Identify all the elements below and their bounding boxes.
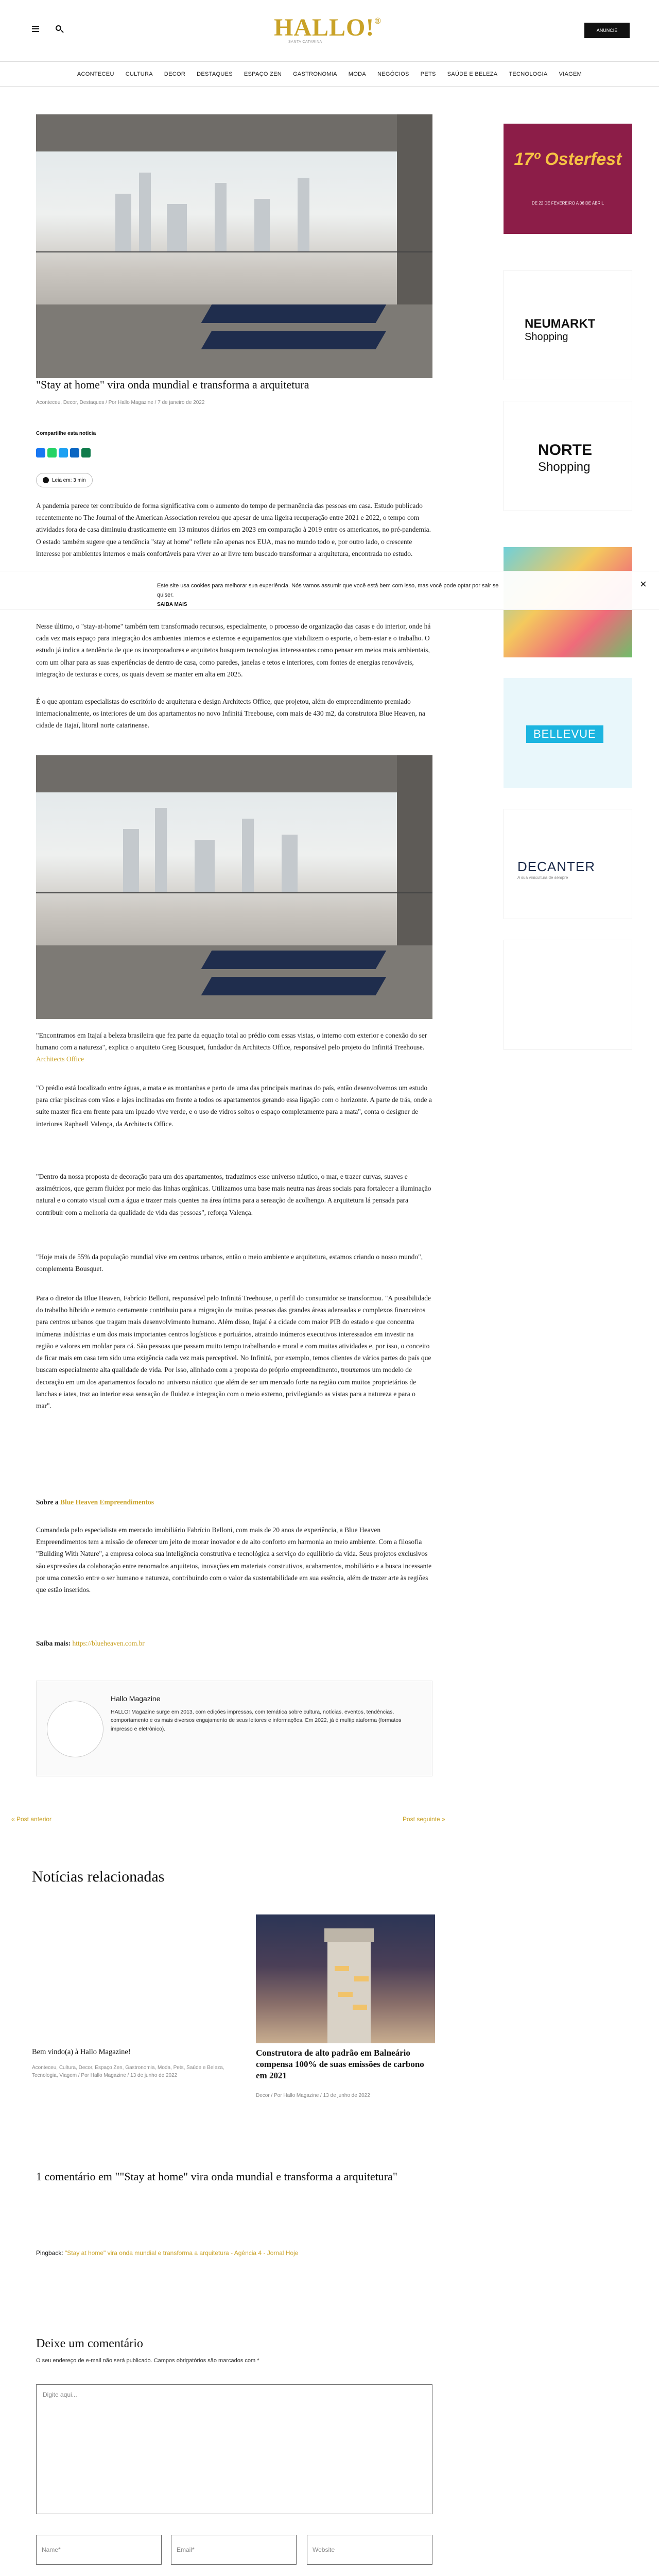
- article-image-2: [36, 755, 432, 1019]
- email-field[interactable]: Email*: [171, 2535, 297, 2565]
- nav-item[interactable]: DECOR: [164, 71, 186, 77]
- nav-item[interactable]: PETS: [420, 71, 436, 77]
- related-thumbnail[interactable]: [256, 1914, 435, 2043]
- facebook-icon[interactable]: [36, 448, 45, 457]
- article-meta: Aconteceu, Decor, Destaques / Por Hallo Magazine / 7 de janeiro de 2022: [36, 400, 205, 405]
- article-paragraph: Nesse último, o "stay-at-home" também tem transformado recursos, especialmente, o processo de organização das casas e do interior, onde há cada vez mais espaço para integração dos ambientes internos e externos e equipamentos que viabilizem o esporte, o bem-estar e o trabalho. O estudo já indica a tendência de que os incorporadores e arquitetos busquem tecnologias interessantes como pensar em meios mais ambientais, com um olhar para as suas experiências de dentro de casa, como paredes, janelas e tetos e interiores, com fontes de energias renováveis, integração de texturas e cores, os quais devem se manter em alta em 2025.: [36, 622, 431, 678]
- cookie-more-link[interactable]: SAIBA MAIS: [157, 602, 187, 608]
- pingback: Pingback: "Stay at home" vira onda mundial e transforma a arquitetura - Agência 4 - Jornal Hoje: [36, 2249, 299, 2257]
- search-icon[interactable]: [56, 25, 61, 31]
- menu-icon[interactable]: [32, 26, 39, 32]
- related-title[interactable]: Bem vindo(a) à Hallo Magazine!: [32, 2048, 131, 2056]
- article-subheading: Sobre a Blue Heaven Empreendimentos: [36, 1498, 154, 1506]
- nav-item[interactable]: ACONTECEU: [77, 71, 114, 77]
- share-buttons: [36, 448, 91, 457]
- sidebar-ad-bellevue[interactable]: BELLEVUE: [504, 678, 632, 788]
- twitter-icon[interactable]: [59, 448, 68, 457]
- sidebar-ad-decanter[interactable]: DECANTER A sua vinicultura de sempre: [504, 809, 632, 919]
- sidebar-ad-osterfest[interactable]: 17º Osterfest DE 22 DE FEVEREIRO A 06 DE ABRIL: [504, 124, 632, 234]
- website-field[interactable]: Website: [307, 2535, 432, 2565]
- architects-office-link[interactable]: Architects Office: [36, 1055, 84, 1063]
- nav-item[interactable]: DESTAQUES: [197, 71, 233, 77]
- article-paragraph: Para o diretor da Blue Heaven, Fabrício Belloni, responsável pelo Infinitá Treehouse, o perfil do consumidor se transformou. "A possibilidade do trabalho híbrido e remoto certamente contribuiu para a migração de muitas pessoas das grandes áreas adensadas e complexos financeiros para centros urbanos que tragam mais desenvolvimento humano. Além disso, Itajaí é a cidade com maior PIB do estado e que concentra inúmeras indústrias e um dos mais importantes centros logísticos e portuários, atraindo inúmeros executivos interessados em investir na região e valores em moldar para cá. São pessoas que passam muito tempo trabalhando e moral e com muitas atividades e, por isso, o conceito de ficar mais em casa tem sido uma exigência cada vez mais perceptível. No Infinitá, por exemplo, temos clientes de vários partes do país que buscam especialmente alta qualidade de vida. Por isso, alinhado com a proposta do próprio empreendimento, trouxemos um modelo de decoração em um dos apartamentos focado no universo náutico que além de ser um mercado forte na região com muitos proprietários de lanchas e iates, traz ao interior essa sensação de fluidez e integração com o meio externo, privilegiando as vistas para a natureza e para o mar".: [36, 1294, 431, 1410]
- prev-post-link[interactable]: « Post anterior: [11, 1816, 52, 1823]
- nav-item[interactable]: VIAGEM: [559, 71, 582, 77]
- blue-heaven-link[interactable]: Blue Heaven Empreendimentos: [60, 1498, 154, 1506]
- whatsapp-icon[interactable]: [47, 448, 57, 457]
- learn-more: Saiba mais: https://blueheaven.com.br: [36, 1639, 145, 1647]
- article-paragraph: "O prédio está localizado entre águas, a mata e as montanhas e perto de uma das principais marinas do país, então desenvolvemos um estudo para criar piscinas com vãos e lajes inclinadas em frente a todos os apartamentos gerando essa ligação com o horizonte. A parte de trás, onde a suíte master fica em frente para um ipuado vive verde, e o uso de vidros soltos o espaço completamente para a mata", conta o designer de interiores Raphaell Valença, da Architects Office.: [36, 1084, 432, 1128]
- nav-item[interactable]: GASTRONOMIA: [292, 71, 337, 77]
- logo-tagline: SANTA CATARINA: [288, 40, 322, 44]
- cookie-text: Este site usa cookies para melhorar sua experiência. Nós vamos assumir que você está bem com isso, mas você pode optar por sair se quiser.: [157, 583, 499, 598]
- author-avatar: [47, 1701, 103, 1757]
- clock-icon: [43, 477, 49, 483]
- comments-heading: 1 comentário em ""Stay at home" vira onda mundial e transforma a arquitetura": [36, 2170, 397, 2183]
- article-hero-image: [36, 114, 432, 378]
- sidebar-ad-neumarkt[interactable]: NEUMARKT Shopping: [504, 270, 632, 380]
- site-logo[interactable]: HALLO!®: [274, 14, 381, 41]
- nav-item[interactable]: NEGÓCIOS: [377, 71, 409, 77]
- author-name: Hallo Magazine: [111, 1694, 161, 1703]
- sidebar-ad-empty: [504, 940, 632, 1050]
- sidebar-ad-norte-shopping[interactable]: NORTE Shopping: [504, 401, 632, 511]
- close-icon[interactable]: ×: [640, 578, 647, 590]
- author-bio: HALLO! Magazine surge em 2013, com edições impressas, com temática sobre cultura, notícias, eventos, tendências, comportamento e os mais diversos engajamento de seus leitores e informações. Em 2022, já é multiplataforma (formatos impresso e eletrônico).: [111, 1709, 402, 1732]
- nav-item[interactable]: ESPAÇO ZEN: [244, 71, 282, 77]
- comment-textarea[interactable]: Digite aqui...: [36, 2384, 432, 2514]
- next-post-link[interactable]: Post seguinte »: [403, 1816, 445, 1823]
- read-time-badge: Leia em: 3 min: [36, 473, 93, 487]
- cookie-banner: [0, 571, 659, 610]
- related-heading: Notícias relacionadas: [32, 1868, 165, 1885]
- main-nav: [0, 62, 659, 87]
- article-paragraph: É o que apontam especialistas do escritório de arquitetura e design Architects Office, que projetou, além do empreendimento premiado internacionalmente, os interiores de um dos apartamentos no novo Infinitá Treebouse, com mais de 430 m2, da construtora Blue Heaven, na cidade de Itajaí, litoral norte catarinense.: [36, 698, 425, 730]
- comment-form-note: O seu endereço de e-mail não será publicado. Campos obrigatórios são marcados com *: [36, 2358, 259, 2364]
- article-paragraph: A pandemia parece ter contribuído de forma significativa com o aumento do tempo de permanência das pessoas em casa. Estudo publicado recentemente no The Journal of the American Association revelou que apesar de uma ligeira recuperação entre 2021 e 2022, o tempo com atividades fora de casa diminuiu drasticamente em 13 minutos diários em 2023 em comparação à 2019 entre os americanos, no pré-pandemia. O estado também sugere que a tendência "stay at home" reflete não apenas nos EUA, mas no mundo todo e, por outro lado, o crescente interesse por ambientes internos e mais confortáveis para viver ao ar livre tem buscado transformar a arquitetura, encontrada no estudo.: [36, 502, 431, 557]
- article-paragraph: "Dentro da nossa proposta de decoração para um dos apartamentos, traduzimos esse universo náutico, o mar, e trazer curvas, suaves e assimétricos, que geram fluidez por meio das linhas orgânicas. Utilizamos uma base mais neutra nas áreas sociais para fortalecer a iluminação natural e o contato visual com a água e trazer mais quentes na área íntima para a sensação de acolhengo. A arquitetura lá pensada para contribuir com a melhoria da qualidade de vida das pessoas", reforça Valença.: [36, 1173, 431, 1216]
- linkedin-icon[interactable]: [70, 448, 79, 457]
- nav-item[interactable]: SAÚDE E BELEZA: [447, 71, 498, 77]
- site-header: [0, 0, 659, 62]
- comment-form-heading: Deixe um comentário: [36, 2337, 143, 2350]
- nav-item[interactable]: TECNOLOGIA: [509, 71, 548, 77]
- related-title[interactable]: Construtora de alto padrão em Balneário compensa 100% de suas emissões de carbono em 2021: [256, 2048, 424, 2081]
- learn-more-link[interactable]: https://blueheaven.com.br: [72, 1639, 145, 1647]
- share-label: Compartilhe esta notícia: [36, 431, 96, 436]
- share-icon[interactable]: [81, 448, 91, 457]
- nav-item[interactable]: CULTURA: [125, 71, 153, 77]
- author-box: [36, 1681, 432, 1776]
- logo-mark: ®: [374, 16, 381, 26]
- pingback-link[interactable]: "Stay at home" vira onda mundial e transforma a arquitetura - Agência 4 - Jornal Hoje: [65, 2249, 299, 2257]
- name-field[interactable]: Name*: [36, 2535, 162, 2565]
- related-meta: Aconteceu, Cultura, Decor, Espaço Zen, Gastronomia, Moda, Pets, Saúde e Beleza, Tecnologia, Viagem / Por Hallo Magazine / 13 de junho de 2022: [32, 2065, 224, 2078]
- related-meta: Decor / Por Hallo Magazine / 13 de junho de 2022: [256, 2093, 370, 2098]
- article-title: "Stay at home" vira onda mundial e transforma a arquitetura: [36, 378, 309, 391]
- article-paragraph: "Hoje mais de 55% da população mundial vive em centros urbanos, então o meio ambiente e arquitetura, estamos criando o nosso mundo", complementa Bousquet.: [36, 1253, 423, 1273]
- nav-item[interactable]: MODA: [348, 71, 366, 77]
- article-paragraph: Comandada pelo especialista em mercado imobiliário Fabrício Belloni, com mais de 20 anos de experiência, a Blue Heaven Empreendimentos tem a missão de oferecer um jeito de morar inovador e de alto conforto em harmonia ao meio ambiente. Com a filosofia "Building With Nature", a empresa coloca sua inteligência construtiva e tecnológica a serviço do equilíbrio da vida. Seus projetos exclusivos são expressões da colaboração entre renomados arquitetos, inovações em materiais construtivos, acabamentos, mobiliário e a busca incessante por uma conexão entre o ser humano e natureza, contribuindo com o valor da sustentabilidade em sua essência, além de trazer arte às regiões que estão inseridos.: [36, 1526, 432, 1594]
- advertise-button[interactable]: ANUNCIE: [584, 23, 630, 38]
- article-paragraph: "Encontramos em Itajaí a beleza brasileira que fez parte da equação total ao prédio com essas vistas, o interno com exterior e conexão do ser humano com a natureza", explica o arquiteto Greg Bousquet, fundador da Architects Office, responsável pelo projeto do Infinitá Treehouse. Architects Office: [36, 1031, 427, 1063]
